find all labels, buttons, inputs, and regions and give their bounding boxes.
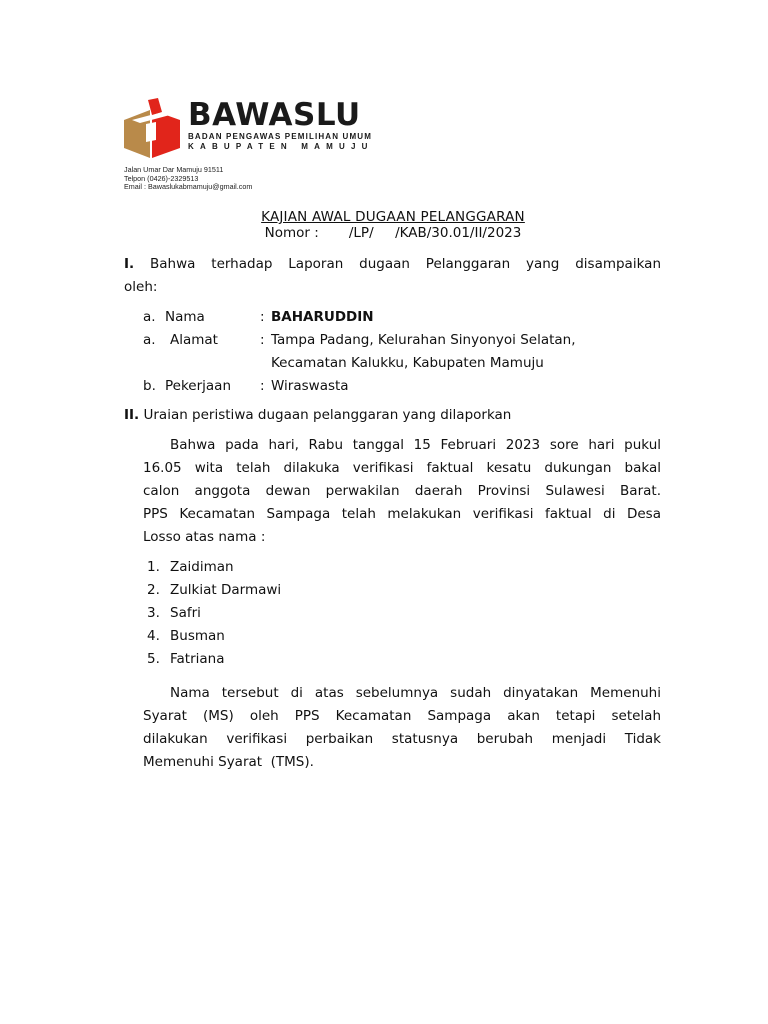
- document-title: KAJIAN AWAL DUGAAN PELANGGARAN: [261, 209, 525, 225]
- field-colon: :: [260, 378, 265, 394]
- section-2-heading-text: Uraian peristiwa dugaan pelanggaran yang dilaporkan: [143, 407, 512, 423]
- list-item-name: Safri: [170, 605, 201, 621]
- list-number: 1.: [147, 559, 160, 575]
- paragraph-2-line: Memenuhi Syarat (TMS).: [143, 754, 314, 770]
- section-2-numeral: II.: [124, 407, 140, 423]
- list-item-name: Zulkiat Darmawi: [170, 582, 282, 598]
- paragraph-2-line: dilakukan verifikasi perbaikan statusnya berubah menjadi Tidak: [143, 731, 661, 747]
- list-number: 2.: [147, 582, 160, 598]
- contact-phone: Telpon (0426)-2329513: [124, 173, 199, 183]
- section-2-heading: [124, 404, 511, 427]
- paragraph-1-line: 16.05 wita telah dilakuka verifikasi faktual kesatu dukungan bakal: [143, 460, 661, 476]
- field-marker: b.: [143, 378, 156, 394]
- brand-subtitle: BADAN PENGAWAS PEMILIHAN UMUM: [188, 132, 373, 141]
- field-value-alamat-1: Tampa Padang, Kelurahan Sinyonyoi Selatan,: [271, 332, 576, 348]
- brand-name: BAWASLU: [188, 97, 361, 133]
- field-value-alamat-2: Kecamatan Kalukku, Kabupaten Mamuju: [271, 355, 544, 371]
- list-number: 3.: [147, 605, 160, 621]
- brand-region: KABUPATEN MAMUJU: [188, 142, 374, 151]
- paragraph-1-line: calon anggota dewan perwakilan daerah Provinsi Sulawesi Barat.: [143, 483, 661, 499]
- field-marker: a.: [143, 332, 156, 348]
- paragraph-1-line: PPS Kecamatan Sampaga telah melakukan verifikasi faktual di Desa: [143, 506, 661, 522]
- field-value-pekerjaan: Wiraswasta: [271, 378, 349, 394]
- list-number: 5.: [147, 651, 160, 667]
- section-1-numeral: I.: [124, 256, 135, 272]
- paragraph-1-line: Bahwa pada hari, Rabu tanggal 15 Februari 2023 sore hari pukul: [170, 437, 661, 453]
- field-label-nama: Nama: [165, 309, 205, 325]
- section-1-line-2: oleh:: [124, 279, 158, 295]
- contact-email: Email : Bawaslukabmamuju@gmail.com: [124, 182, 253, 191]
- field-label-pekerjaan: Pekerjaan: [165, 378, 232, 394]
- letterhead-brand: [188, 98, 374, 152]
- paragraph-2-line: Syarat (MS) oleh PPS Kecamatan Sampaga akan tetapi setelah: [143, 708, 661, 724]
- list-number: 4.: [147, 628, 160, 644]
- letterhead-contact: [124, 166, 252, 192]
- paragraph-1-line: Losso atas nama :: [143, 529, 266, 545]
- field-marker: a.: [143, 309, 156, 325]
- field-value-nama: BAHARUDDIN: [271, 309, 374, 325]
- document-number: Nomor : /LP/ /KAB/30.01/II/2023: [264, 225, 522, 241]
- bawaslu-logo-icon: [122, 98, 182, 160]
- field-colon: :: [260, 309, 265, 325]
- section-1-line-1: [124, 253, 661, 276]
- list-item-name: Fatriana: [170, 651, 225, 667]
- contact-address: Jalan Umar Dar Mamuju 91511: [124, 165, 224, 174]
- field-label-alamat: Alamat: [170, 332, 218, 348]
- section-1-text: Bahwa terhadap Laporan dugaan Pelanggaran yang disampaikan: [150, 256, 661, 272]
- paragraph-2-line: Nama tersebut di atas sebelumnya sudah dinyatakan Memenuhi: [170, 685, 661, 701]
- field-colon: :: [260, 332, 265, 348]
- list-item-name: Zaidiman: [170, 559, 234, 575]
- list-item-name: Busman: [170, 628, 225, 644]
